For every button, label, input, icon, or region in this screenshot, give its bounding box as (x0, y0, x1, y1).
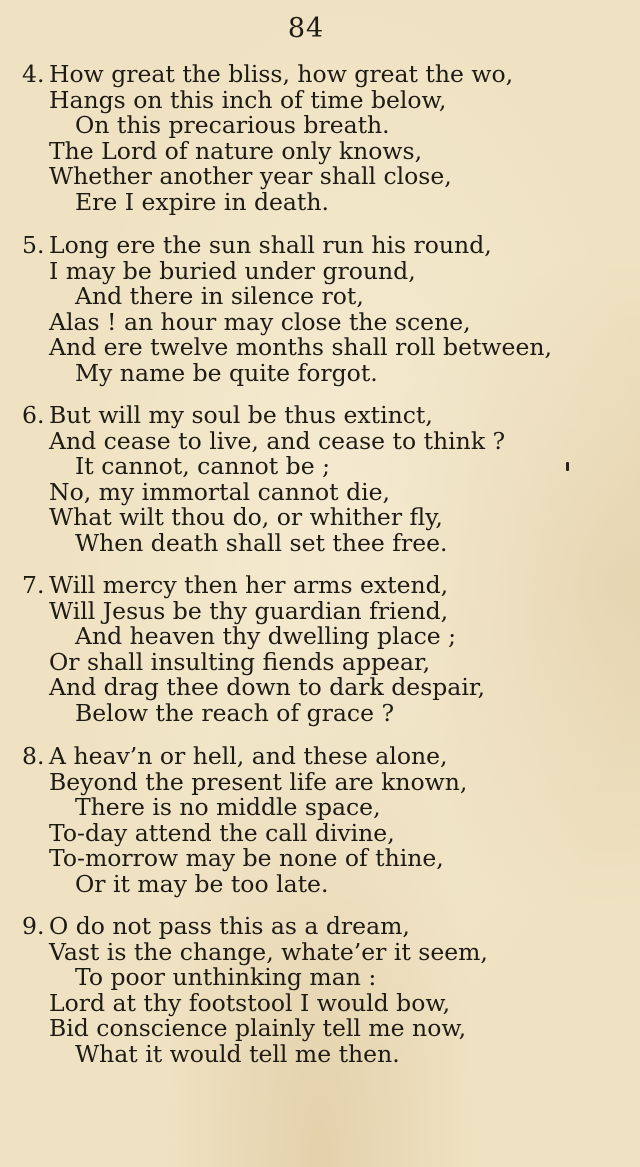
stanza-number: 9. (22, 912, 45, 940)
stanza-line: Or shall insulting fiends appear, (49, 647, 431, 676)
stanza-line: My name be quite forgot. (75, 358, 378, 387)
stanza-line: Will Jesus be thy guardian friend, (49, 596, 449, 625)
stanza-line: When death shall set thee free. (75, 528, 448, 557)
stanza-6 (22, 403, 622, 557)
stanza-line: It cannot, cannot be ; (75, 452, 331, 481)
stanza-line-text: How great the bliss, how great the wo, (49, 60, 514, 88)
stanza-line: Lord at thy footstool I would bow, (49, 988, 451, 1017)
stanza-line: And ere twelve months shall roll between, (49, 333, 552, 362)
stanza-line: Whether another year shall close, (49, 162, 452, 191)
stanza-line (22, 403, 622, 429)
stanza-5 (22, 233, 622, 387)
stanza-9 (22, 914, 622, 1068)
stanza-line: And there in silence rot, (75, 282, 364, 311)
stanza-8 (22, 744, 622, 898)
stanza-line: On this precarious breath. (75, 111, 390, 140)
stanza-line (22, 744, 622, 770)
stanza-line: Below the reach of grace ? (75, 698, 395, 727)
ink-mark (566, 462, 569, 471)
stanza-number: 6. (22, 401, 45, 429)
stanza-line: To-day attend the call divine, (49, 818, 395, 847)
stanza-number: 7. (22, 571, 45, 599)
stanza-line: And heaven thy dwelling place ; (75, 622, 457, 651)
stanza-line: No, my immortal cannot die, (49, 477, 391, 506)
page-number: 84 (287, 13, 325, 44)
stanza-line: Ere I expire in death. (75, 187, 329, 216)
stanza-number: 4. (22, 60, 45, 88)
stanza-line-text: A heav’n or hell, and these alone, (49, 742, 448, 770)
stanza-line-text: Long ere the sun shall run his round, (49, 231, 492, 259)
stanza-line: Bid conscience plainly tell me now, (49, 1014, 467, 1043)
stanza-line: Vast is the change, whate’er it seem, (49, 937, 488, 966)
stanza-line: What it would tell me then. (75, 1039, 400, 1068)
stanza-number: 8. (22, 742, 45, 770)
stanza-line (22, 914, 622, 940)
stanza-line-text: But will my soul be thus extinct, (49, 401, 433, 429)
stanza-line: Beyond the present life are known, (49, 767, 468, 796)
stanza-4 (22, 62, 622, 216)
stanza-line: Alas ! an hour may close the scene, (49, 307, 471, 336)
stanza-number: 5. (22, 231, 45, 259)
stanza-line: What wilt thou do, or whither fly, (49, 503, 443, 532)
stanza-line: The Lord of nature only knows, (49, 136, 423, 165)
stanza-line-text: Will mercy then her arms extend, (49, 571, 449, 599)
stanza-line: To poor unthinking man : (75, 963, 377, 992)
stanza-line-text: O do not pass this as a dream, (49, 912, 410, 940)
stanza-line: Hangs on this inch of time below, (49, 85, 447, 114)
stanza-line: Or it may be too late. (75, 869, 329, 898)
stanza-line: And drag thee down to dark despair, (49, 673, 485, 702)
stanza-line (22, 62, 622, 88)
stanza-line: And cease to live, and cease to think ? (49, 426, 506, 455)
stanza-line: I may be buried under ground, (49, 256, 416, 285)
stanza-line (22, 233, 622, 259)
stanza-line: To-morrow may be none of thine, (49, 844, 444, 873)
stanza-line: There is no middle space, (75, 793, 381, 822)
stanza-line (22, 573, 622, 599)
stanza-7 (22, 573, 622, 727)
